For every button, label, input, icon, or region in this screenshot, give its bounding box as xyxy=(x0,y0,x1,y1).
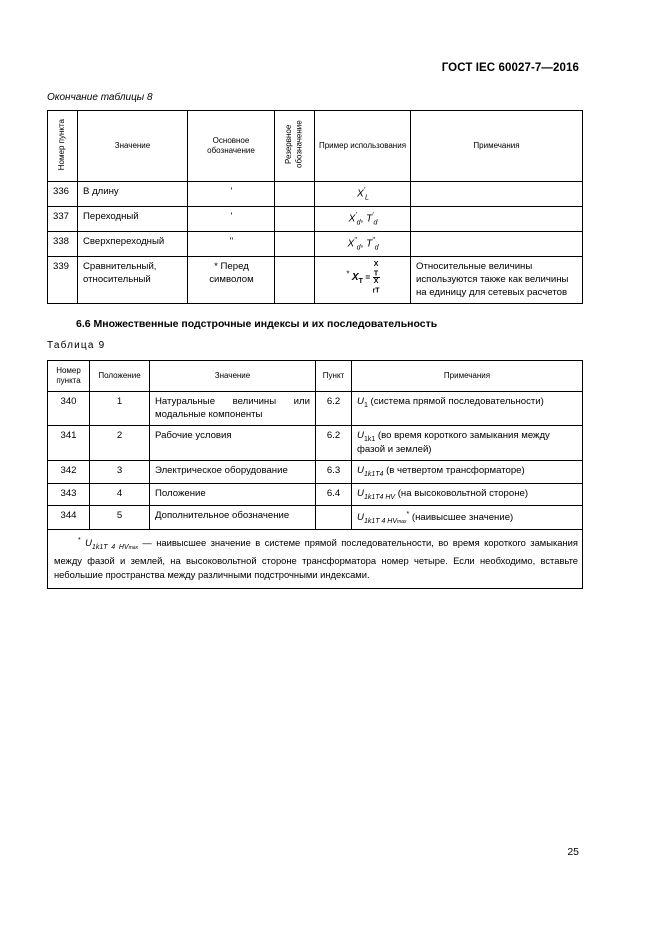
table8-caption: Окончание таблицы 8 xyxy=(47,92,153,103)
table8-col-notes: Примечания xyxy=(411,111,583,182)
row-number: 338 xyxy=(48,231,78,256)
table-row xyxy=(48,483,583,505)
row-position: 4 xyxy=(90,483,150,505)
table-row xyxy=(48,182,583,207)
row-note xyxy=(411,207,583,232)
table-row xyxy=(48,505,583,530)
row-clause: 6.2 xyxy=(316,392,352,426)
row-main-symbol: ' xyxy=(188,182,275,207)
row-clause: 6.4 xyxy=(316,483,352,505)
row-position: 2 xyxy=(90,425,150,460)
row-reserve-symbol xyxy=(275,207,315,232)
section-heading: 6.6 Множественные подстрочные индексы и их последовательность xyxy=(76,318,438,330)
row-number: 336 xyxy=(48,182,78,207)
row-example: $X'_d$, $T'_d$ xyxy=(315,207,411,232)
table8-col-reserve: Резервное обозначение xyxy=(275,111,315,182)
row-main-symbol: " xyxy=(188,231,275,256)
table-9 xyxy=(47,360,583,589)
row-meaning: В длину xyxy=(78,182,188,207)
table9-col-notes: Примечания xyxy=(352,361,583,392)
table8-col-number: Номер пункта xyxy=(48,111,78,182)
table8-header-row xyxy=(48,111,583,182)
row-position: 5 xyxy=(90,505,150,530)
table9-header-row xyxy=(48,361,583,392)
row-number: 341 xyxy=(48,425,90,460)
row-number: 343 xyxy=(48,483,90,505)
row-example: $X''_d$, $T''_d$ xyxy=(315,231,411,256)
row-number: 342 xyxy=(48,461,90,483)
table-row xyxy=(48,207,583,232)
table8-col-main: Основное обозначение xyxy=(188,111,275,182)
row-note: Относительные величины используются также как величины на единицу для сетевых расчетов xyxy=(411,256,583,303)
table8-col-example: Пример использования xyxy=(315,111,411,182)
row-clause: 6.3 xyxy=(316,461,352,483)
row-number: 339 xyxy=(48,256,78,303)
table9-col-number: Номер пункта xyxy=(48,361,90,392)
row-note: $U_{1k1T 4 HVmax}^*$ (наивысшее значение) xyxy=(352,505,583,530)
row-example-formula xyxy=(315,256,411,303)
row-number: 337 xyxy=(48,207,78,232)
relative-value-formula: * $X_T$ = X $_T$ X $_{rT}$ xyxy=(346,260,380,295)
row-reserve-symbol xyxy=(275,182,315,207)
row-meaning: Электрическое оборудование xyxy=(150,461,316,483)
document-id-header: ГОСТ IEC 60027-7—2016 xyxy=(441,62,579,74)
table9-caption: Таблица 9 xyxy=(47,340,106,351)
row-note: $U_{1k1T4 HV}$ (на высоковольтной стороне) xyxy=(352,483,583,505)
table8-col-meaning: Значение xyxy=(78,111,188,182)
row-note: $U_{1k1}$ (во время короткого замыкания между фазой и землей) xyxy=(352,425,583,460)
row-meaning: Переходный xyxy=(78,207,188,232)
row-note: $U_1$ (система прямой последовательности) xyxy=(352,392,583,426)
table-row xyxy=(48,256,583,303)
table-row xyxy=(48,461,583,483)
page-number: 25 xyxy=(567,846,579,858)
row-number: 344 xyxy=(48,505,90,530)
row-position: 1 xyxy=(90,392,150,426)
row-meaning: Сверхпереходный xyxy=(78,231,188,256)
row-reserve-symbol xyxy=(275,231,315,256)
row-note: $U_{1k1T4}$ (в четвертом трансформаторе) xyxy=(352,461,583,483)
row-main-symbol: * Перед символом xyxy=(188,256,275,303)
row-note xyxy=(411,182,583,207)
row-position: 3 xyxy=(90,461,150,483)
row-number: 340 xyxy=(48,392,90,426)
table-row xyxy=(48,392,583,426)
row-example: $X'_L$ xyxy=(315,182,411,207)
row-meaning: Рабочие условия xyxy=(150,425,316,460)
row-note xyxy=(411,231,583,256)
table9-col-position: Положение xyxy=(90,361,150,392)
row-meaning: Сравнительный, относительный xyxy=(78,256,188,303)
table-row xyxy=(48,231,583,256)
table9-footnote-row xyxy=(48,530,583,589)
table9-col-meaning: Значение xyxy=(150,361,316,392)
row-reserve-symbol xyxy=(275,256,315,303)
row-clause xyxy=(316,505,352,530)
table9-footnote: * $U_{1k1T 4 HVmax}$ — наивысшее значение в системе прямой последовательности, во время короткого замыкания между фазой и землей, на высоковольтной стороне трансформатора номер четыре. Если необходимо, вставьте небольшие пространства между различными подстрочными индексами. xyxy=(48,530,583,589)
row-meaning: Дополнительное обозначение xyxy=(150,505,316,530)
table9-col-clause: Пункт xyxy=(316,361,352,392)
row-meaning: Положение xyxy=(150,483,316,505)
table-8 xyxy=(47,110,583,304)
row-clause: 6.2 xyxy=(316,425,352,460)
table-row xyxy=(48,425,583,460)
row-main-symbol: ' xyxy=(188,207,275,232)
row-meaning: Натуральные величины или модальные компоненты xyxy=(150,392,316,426)
